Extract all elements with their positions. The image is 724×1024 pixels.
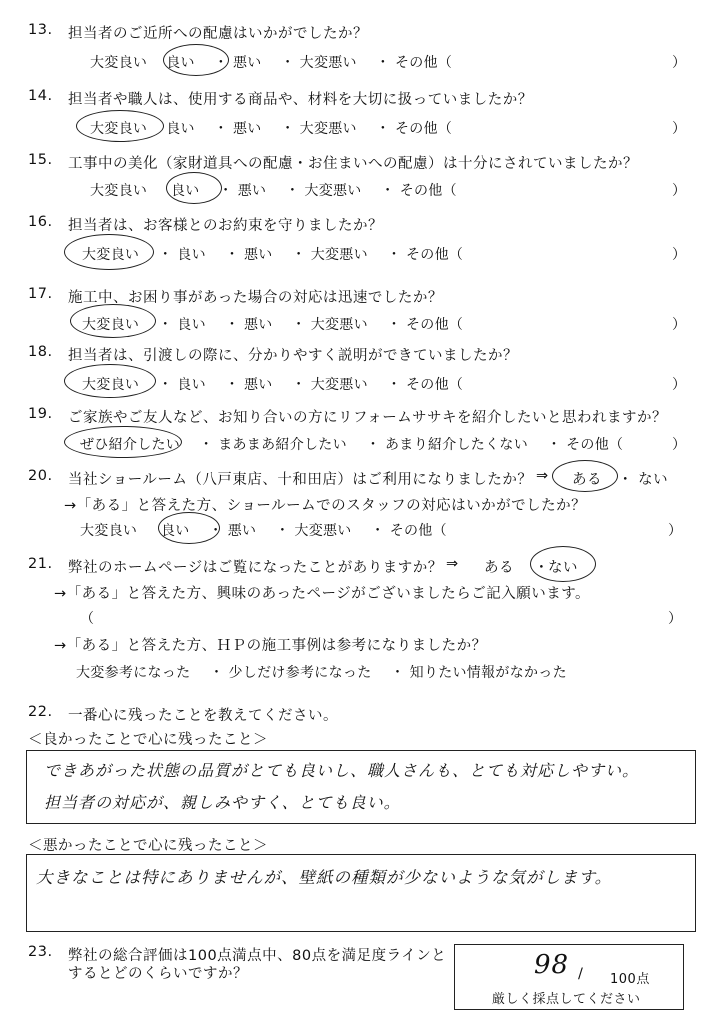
q21-answer-no: ない bbox=[548, 560, 578, 576]
q22-bad-line1: 大きなことは特にありませんが、壁紙の種類が少ないような気がします。 bbox=[36, 868, 613, 887]
q23-note: 厳しく採点してください bbox=[492, 992, 641, 1007]
q22-good-label: ＜良かったことで心に残ったこと＞ bbox=[28, 732, 268, 748]
q16-options: 大変良い ・ 良い ・ 悪い ・ 大変悪い ・ その他（ bbox=[82, 247, 464, 263]
q13-answer-circle bbox=[163, 44, 229, 76]
q21-answer-yes: ある ・ bbox=[484, 560, 550, 576]
q14-text: 担当者や職人は、使用する商品や、材料を大切に扱っていましたか？ bbox=[68, 92, 533, 108]
q20-arrow: ⇒ bbox=[536, 468, 549, 484]
q13-text: 担当者のご近所への配慮はいかがでしたか？ bbox=[68, 26, 368, 42]
q20-options: 大変良い 良い ・ 悪い ・ 大変悪い ・ その他（ bbox=[80, 523, 447, 539]
q14-answer-circle bbox=[76, 110, 164, 142]
q13-options: 大変良い 良い ・ 悪い ・ 大変悪い ・ その他（ bbox=[90, 55, 453, 71]
q20-answer-no: ・ ない bbox=[618, 472, 669, 488]
q14-options: 大変良い 良い ・ 悪い ・ 大変悪い ・ その他（ bbox=[90, 121, 453, 137]
q21-num: 21. bbox=[28, 556, 53, 572]
q15-paren-close: ） bbox=[672, 183, 686, 199]
q23-text1: 弊社の総合評価は100点満点中、80点を満足度ラインと bbox=[68, 948, 447, 964]
q13-num: 13. bbox=[28, 22, 53, 38]
q21-paren-open: （ bbox=[80, 611, 95, 627]
q21-paren-close: ） bbox=[668, 611, 682, 627]
q19-text: ご家族やご友人など、お知り合いの方にリフォームササキを紹介したいと思われますか？ bbox=[68, 410, 667, 426]
q21-follow1: →「ある」と答えた方、興味のあったページがございましたらご記入願います。 bbox=[54, 586, 591, 602]
q23-score-max: 100点 bbox=[610, 972, 650, 987]
q14-paren-close: ） bbox=[672, 121, 686, 137]
q20-answer-circle bbox=[552, 460, 618, 492]
q15-num: 15. bbox=[28, 152, 53, 168]
q17-paren-close: ） bbox=[672, 317, 686, 333]
q15-options: 大変良い 良い ・ 悪い ・ 大変悪い ・ その他（ bbox=[90, 183, 457, 199]
q23-score-value: 98 bbox=[534, 950, 570, 980]
q21-arrow: ⇒ bbox=[446, 556, 459, 572]
q21-options: 大変参考になった ・ 少しだけ参考になった ・ 知りたい情報がなかった bbox=[76, 665, 567, 681]
q22-bad-label: ＜悪かったことで心に残ったこと＞ bbox=[28, 838, 268, 854]
q22-num: 22. bbox=[28, 704, 53, 720]
q20-follow: →「ある」と答えた方、ショールームでのスタッフの対応はいかがでしたか？ bbox=[64, 498, 587, 514]
q14-num: 14. bbox=[28, 88, 53, 104]
q19-answer-circle bbox=[64, 426, 182, 458]
q16-answer-circle bbox=[64, 234, 154, 270]
q22-good-line1: できあがった状態の品質がとても良いし、職人さんも、とても対応しやすい。 bbox=[44, 761, 640, 780]
q18-answer-circle bbox=[64, 364, 156, 398]
q19-options: ぜひ紹介したい ・ まあまあ紹介したい ・ あまり紹介したくない ・ その他（ bbox=[80, 437, 624, 453]
q23-text2: するとどのくらいですか？ bbox=[68, 966, 248, 982]
q18-num: 18. bbox=[28, 344, 53, 360]
q22-good-line2: 担当者の対応が、親しみやすく、とても良い。 bbox=[44, 793, 401, 812]
q18-options: 大変良い ・ 良い ・ 悪い ・ 大変悪い ・ その他（ bbox=[82, 377, 464, 393]
q20-answer-yes: ある bbox=[572, 472, 602, 488]
q19-paren-close: ） bbox=[672, 437, 686, 453]
q15-text: 工事中の美化（家財道具への配慮・お住まいへの配慮）は十分にされていましたか？ bbox=[68, 156, 638, 172]
q17-options: 大変良い ・ 良い ・ 悪い ・ 大変悪い ・ その他（ bbox=[82, 317, 464, 333]
q16-text: 担当者は、お客様とのお約束を守りましたか？ bbox=[68, 218, 383, 234]
q16-paren-close: ） bbox=[672, 247, 686, 263]
q15-answer-circle bbox=[166, 172, 222, 204]
q18-text: 担当者は、引渡しの際に、分かりやすく説明ができていましたか？ bbox=[68, 348, 518, 364]
q17-num: 17. bbox=[28, 286, 53, 302]
q23-score-slash: / bbox=[578, 966, 584, 982]
q21-follow2: →「ある」と答えた方、ＨＰの施工事例は参考になりましたか？ bbox=[54, 638, 487, 654]
q23-num: 23. bbox=[28, 944, 53, 960]
q17-answer-circle bbox=[70, 304, 156, 338]
q21-text: 弊社のホームページはご覧になったことがありますか？ bbox=[68, 560, 443, 576]
q17-text: 施工中、お困り事があった場合の対応は迅速でしたか？ bbox=[68, 290, 443, 306]
q20-text: 当社ショールーム（八戸東店、十和田店）はご利用になりましたか？ bbox=[68, 472, 533, 488]
q20-paren-close: ） bbox=[668, 523, 682, 539]
q22-text: 一番心に残ったことを教えてください。 bbox=[68, 708, 338, 724]
q20-follow-circle bbox=[158, 512, 220, 544]
q21-answer-circle bbox=[530, 546, 596, 582]
q19-num: 19. bbox=[28, 406, 53, 422]
q16-num: 16. bbox=[28, 214, 53, 230]
q13-paren-close: ） bbox=[672, 55, 686, 71]
q20-num: 20. bbox=[28, 468, 53, 484]
q18-paren-close: ） bbox=[672, 377, 686, 393]
